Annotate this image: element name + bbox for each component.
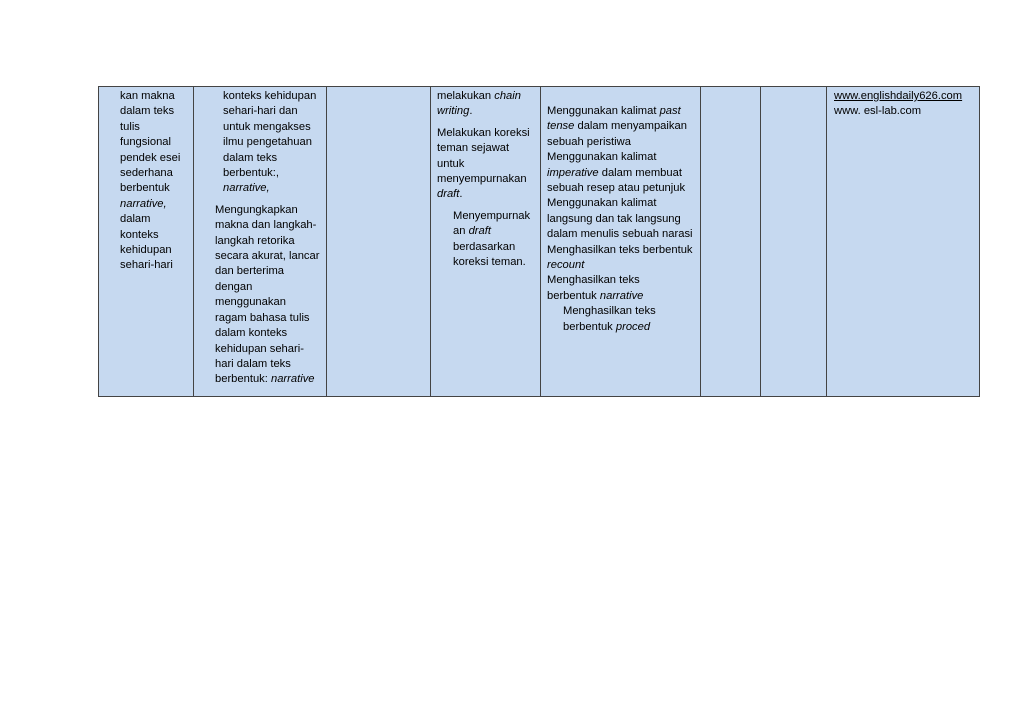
text-line: tense dalam menyampaikan (547, 120, 687, 133)
text-line: koreksi teman. (453, 256, 526, 269)
text-line: langkah retorika (215, 234, 295, 247)
text-line: dalam menulis sebuah narasi (547, 228, 693, 241)
text-line: Menggunakan kalimat past (547, 105, 681, 117)
cell-learning-resources (834, 89, 962, 120)
text-line: recount (547, 259, 585, 272)
text-line: secara akurat, lancar (215, 250, 320, 263)
text-line: berbentuk proced (563, 320, 651, 333)
text-line: dalam teks (120, 105, 175, 118)
text-line: dengan (215, 280, 253, 293)
text-line: fungsional (120, 136, 172, 149)
text-line: sederhana (120, 167, 173, 180)
text-line: Melakukan koreksi (437, 126, 530, 139)
text-line: dalam (120, 213, 151, 226)
text-line: dan berterima (215, 265, 285, 278)
text-line: writing. (437, 105, 473, 118)
text-line: sehari-hari (120, 259, 173, 272)
text-line: sebuah resep atau petunjuk (547, 182, 686, 195)
column-divider (193, 87, 194, 396)
cell-competency (120, 89, 180, 274)
englishdaily-link[interactable]: www.englishdaily626.com (834, 90, 963, 102)
text-line: berbentuk: narrative (215, 373, 315, 386)
text-line: untuk mengakses (223, 120, 311, 133)
text-line: menyempurnakan (437, 173, 527, 186)
text-line: makna dan langkah- (215, 219, 317, 232)
text-line: Menggunakan kalimat (547, 197, 657, 210)
cell-learning-activities (437, 89, 530, 270)
text-line: langsung dan tak langsung (547, 212, 681, 225)
text-line: melakukan chain (437, 90, 521, 102)
text-line: hari dalam teks (215, 357, 291, 370)
syllabus-table (98, 86, 980, 397)
text-line: pendek esei (120, 151, 181, 164)
text-line: an draft (453, 225, 491, 238)
text-line: Mengungkapkan (215, 203, 298, 216)
text-line: sehari-hari dan (223, 105, 298, 118)
text-line: untuk (437, 157, 465, 170)
text-line: kehidupan (120, 244, 172, 257)
cell-indicators (547, 104, 693, 335)
text-line: berbentuk narrative (547, 289, 644, 302)
text-line: tulis (120, 120, 140, 133)
text-line: konteks kehidupan (223, 90, 317, 102)
text-line: berbentuk (120, 182, 170, 195)
text-line: ragam bahasa tulis (215, 311, 310, 324)
column-divider (326, 87, 327, 396)
text-line: kehidupan sehari- (215, 342, 304, 355)
text-line: dalam teks (223, 151, 278, 164)
column-divider (760, 87, 761, 396)
cell-basic-competency (215, 89, 319, 388)
text-line: menggunakan (215, 296, 286, 309)
esl-lab-link-text: www. esl-lab.com (834, 105, 922, 118)
text-line: imperative dalam membuat (547, 166, 682, 179)
text-line: ilmu pengetahuan (223, 136, 312, 149)
text-line: narrative, (223, 182, 270, 195)
text-line: Menyempurnak (453, 209, 531, 222)
text-line: teman sejawat (437, 142, 510, 155)
text-line: Menghasilkan teks (563, 305, 656, 318)
column-divider (540, 87, 541, 396)
text-line: berdasarkan (453, 240, 516, 253)
text-line: sebuah peristiwa (547, 135, 631, 148)
text-line: kan makna (120, 90, 175, 102)
text-line: draft. (437, 188, 463, 201)
text-line: konteks (120, 228, 159, 241)
text-line: Menghasilkan teks berbentuk (547, 243, 693, 256)
column-divider (826, 87, 827, 396)
text-line: dalam konteks (215, 327, 288, 340)
column-divider (430, 87, 431, 396)
text-line: Menggunakan kalimat (547, 151, 657, 164)
text-line: berbentuk:, (223, 167, 279, 180)
text-line: narrative, (120, 197, 167, 210)
text-line: Menghasilkan teks (547, 274, 640, 287)
column-divider (700, 87, 701, 396)
